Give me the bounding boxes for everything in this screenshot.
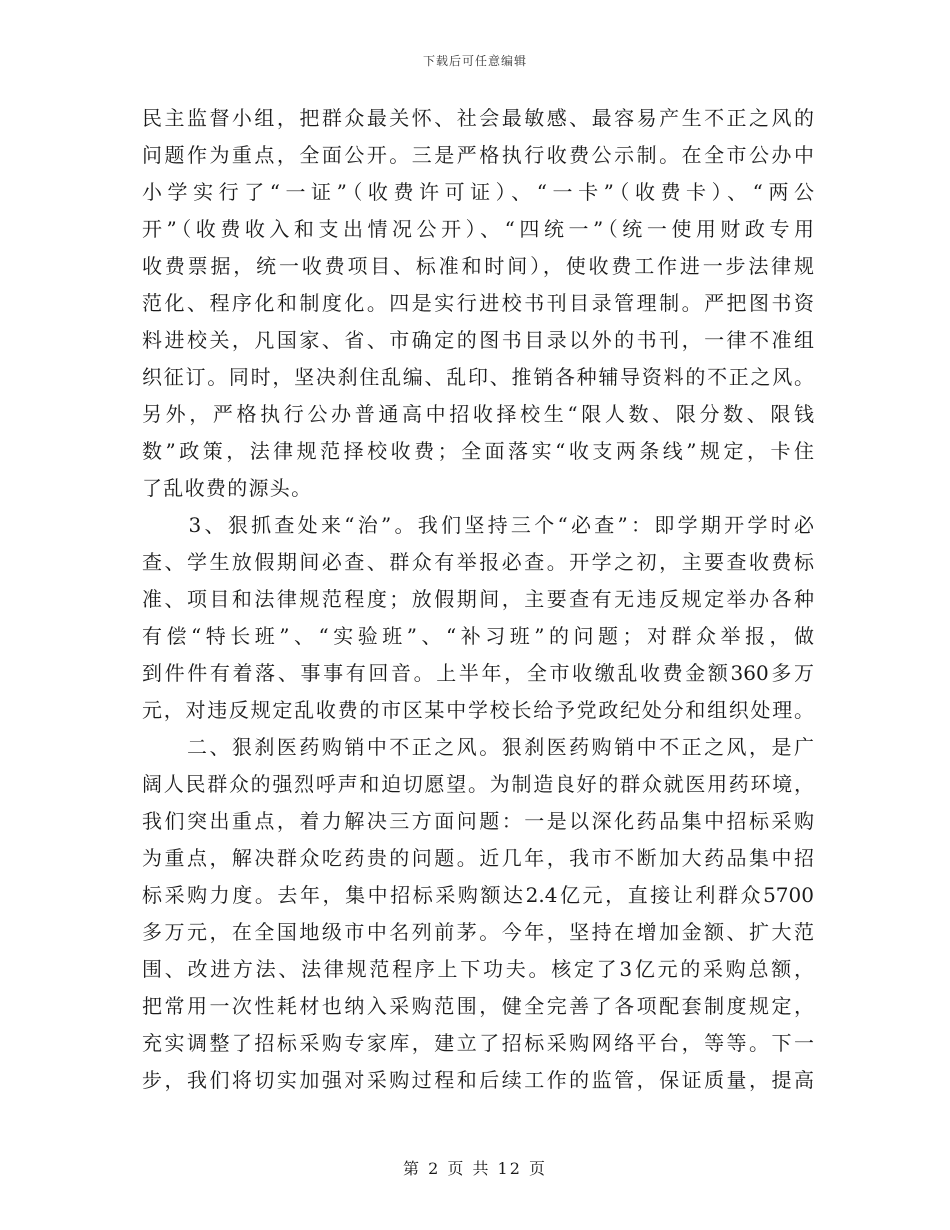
text-line: 多万元，在全国地级市中名列前茅。今年，坚持在增加金额、扩大范	[142, 920, 814, 944]
text-line: 把常用一次性耗材也纳入采购范围，健全完善了各项配套制度规定，	[142, 994, 814, 1018]
text-line: 查、学生放假期间必查、群众有举报必查。开学之初，主要查收费标	[142, 550, 814, 574]
text-line: 数”政策，法律规范择校收费；全面落实“收支两条线”规定，卡住	[142, 439, 814, 463]
text-line: 围、改进方法、法律规范程序上下功夫。核定了3亿元的采购总额，	[142, 957, 814, 981]
page-number-footer: 第 2 页 共 12 页	[403, 1159, 547, 1178]
text-line: 准、项目和法律规范程度；放假期间，主要查有无违反规定举办各种	[142, 587, 814, 611]
text-line: 3、狠抓查处来“治”。我们坚持三个“必查”：即学期开学时必	[142, 513, 814, 537]
text-line: 到件件有着落、事事有回音。上半年，全市收缴乱收费金额360多万	[142, 661, 814, 685]
text-line: 范化、程序化和制度化。四是实行进校书刊目录管理制。严把图书资	[142, 291, 814, 315]
text-line: 充实调整了招标采购专家库，建立了招标采购网络平台，等等。下一	[142, 1031, 814, 1055]
text-line: 二、狠刹医药购销中不正之风。狠刹医药购销中不正之风，是广	[142, 735, 814, 759]
text-line: 了乱收费的源头。	[142, 476, 313, 500]
text-line: 开”（收费收入和支出情况公开）、“四统一”（统一使用财政专用	[142, 217, 814, 241]
page-header: 下载后可任意编辑	[422, 54, 527, 68]
text-line: 另外，严格执行公办普通高中招收择校生“限人数、限分数、限钱	[142, 402, 814, 426]
text-line: 问题作为重点，全面公开。三是严格执行收费公示制。在全市公办中	[142, 143, 814, 167]
text-line: 收费票据，统一收费项目、标准和时间），使收费工作进一步法律规	[142, 254, 814, 278]
text-line: 我们突出重点，着力解决三方面问题：一是以深化药品集中招标采购	[142, 809, 814, 833]
text-line: 为重点，解决群众吃药贵的问题。近几年，我市不断加大药品集中招	[142, 846, 814, 870]
document-body	[142, 100, 814, 1099]
text-line: 民主监督小组，把群众最关怀、社会最敏感、最容易产生不正之风的	[142, 106, 814, 130]
text-line: 小学实行了“一证”（收费许可证）、“一卡”（收费卡）、“两公	[142, 180, 814, 204]
text-line: 标采购力度。去年，集中招标采购额达2.4亿元，直接让利群众5700	[142, 883, 814, 907]
text-line: 料进校关，凡国家、省、市确定的图书目录以外的书刊，一律不准组	[142, 328, 814, 352]
text-line: 阔人民群众的强烈呼声和迫切愿望。为制造良好的群众就医用药环境，	[142, 772, 814, 796]
text-line: 有偿“特长班”、“实验班”、“补习班”的问题；对群众举报，做	[142, 624, 814, 648]
text-line: 元，对违反规定乱收费的市区某中学校长给予党政纪处分和组织处理。	[142, 698, 814, 722]
text-line: 织征订。同时，坚决刹住乱编、乱印、推销各种辅导资料的不正之风。	[142, 365, 814, 389]
text-line: 步，我们将切实加强对采购过程和后续工作的监管，保证质量，提高	[142, 1068, 814, 1092]
